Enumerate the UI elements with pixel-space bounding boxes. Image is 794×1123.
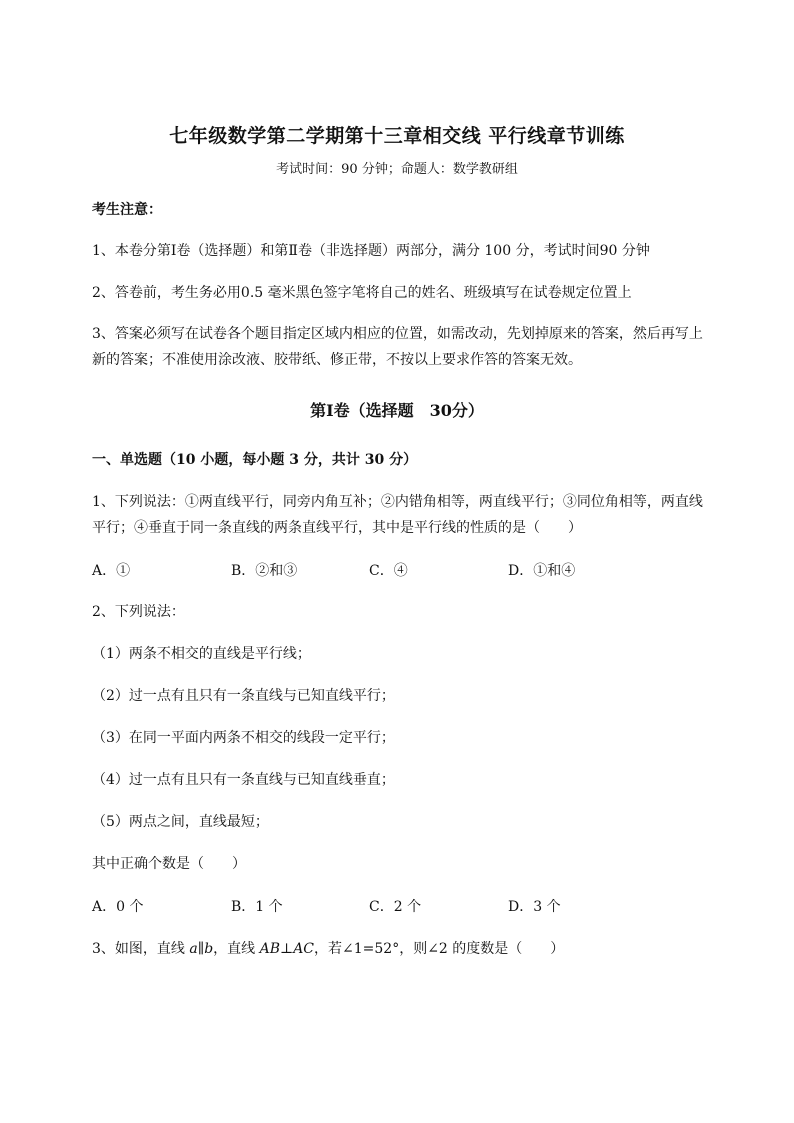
question-3-rest: ，若∠1=52°，则∠2 的度数是（ ）: [314, 941, 565, 957]
question-1-option-d: D．①和④: [508, 563, 576, 579]
question-1-stem: 1、下列说法：①两直线平行，同旁内角互补；②内错角相等，两直线平行；③同位角相等，两直线平行；④垂直于同一条直线的两条直线平行，其中是平行线的性质的是（ ）: [92, 494, 703, 536]
question-1-option-c: C．④: [369, 563, 408, 579]
question-2-statement-2: （2）过一点有且只有一条直线与已知直线平行；: [92, 688, 395, 704]
question-2-statement-3: （3）在同一平面内两条不相交的线段一定平行；: [92, 730, 395, 746]
question-3-stem: [92, 936, 704, 962]
line-ab-label: AB: [259, 941, 281, 957]
notice-item-1: 1、本卷分第Ⅰ卷（选择题）和第Ⅱ卷（非选择题）两部分，满分 100 分，考试时间90 分钟: [92, 243, 650, 259]
question-2-option-d: D．3 个: [508, 899, 561, 915]
part-heading: 一、单选题（10 小题，每小题 3 分，共计 30 分）: [92, 452, 418, 468]
question-2-options: [92, 894, 704, 920]
line-a-label: a: [189, 941, 198, 957]
exam-subtitle: 考试时间：90 分钟；命题人：数学教研组: [276, 162, 518, 177]
question-1-option-b: B．②和③: [231, 563, 298, 579]
question-1-options: [92, 558, 704, 584]
question-1-option-a: A．①: [92, 563, 131, 579]
notice-item-3: 3、答案必须写在试卷各个题目指定区域内相应的位置，如需改动，先划掉原来的答案，然后再写上新的答案；不准使用涂改液、胶带纸、修正带，不按以上要求作答的答案无效。: [92, 326, 703, 368]
question-2-statement-1: （1）两条不相交的直线是平行线；: [92, 646, 311, 662]
question-2-option-a: A．0 个: [92, 899, 144, 915]
question-2-option-b: B．1 个: [231, 899, 283, 915]
question-2-question: 其中正确个数是（ ）: [92, 856, 246, 872]
line-b-label: b: [204, 941, 214, 957]
notice-item-2: 2、答卷前，考生务必用0.5 毫米黑色签字笔将自己的姓名、班级填写在试卷规定位置上: [92, 285, 632, 301]
question-2-stem: 2、下列说法：: [92, 604, 185, 620]
notice-heading: 考生注意：: [92, 202, 162, 218]
parallel-symbol: ∥: [197, 941, 205, 957]
question-2-option-c: C．2 个: [369, 899, 422, 915]
exam-title: 七年级数学第二学期第十三章相交线 平行线章节训练: [169, 125, 625, 147]
question-2-statement-5: （5）两点之间，直线最短；: [92, 814, 269, 830]
line-ac-label: AC: [293, 941, 315, 957]
question-3-mid: ，直线: [213, 941, 260, 957]
perpendicular-symbol: ⊥: [280, 941, 294, 957]
question-3-prefix: 3、如图，直线: [92, 941, 190, 957]
question-2-statement-4: （4）过一点有且只有一条直线与已知直线垂直；: [92, 772, 395, 788]
section-title: 第Ⅰ卷（选择题 30分）: [310, 401, 484, 420]
